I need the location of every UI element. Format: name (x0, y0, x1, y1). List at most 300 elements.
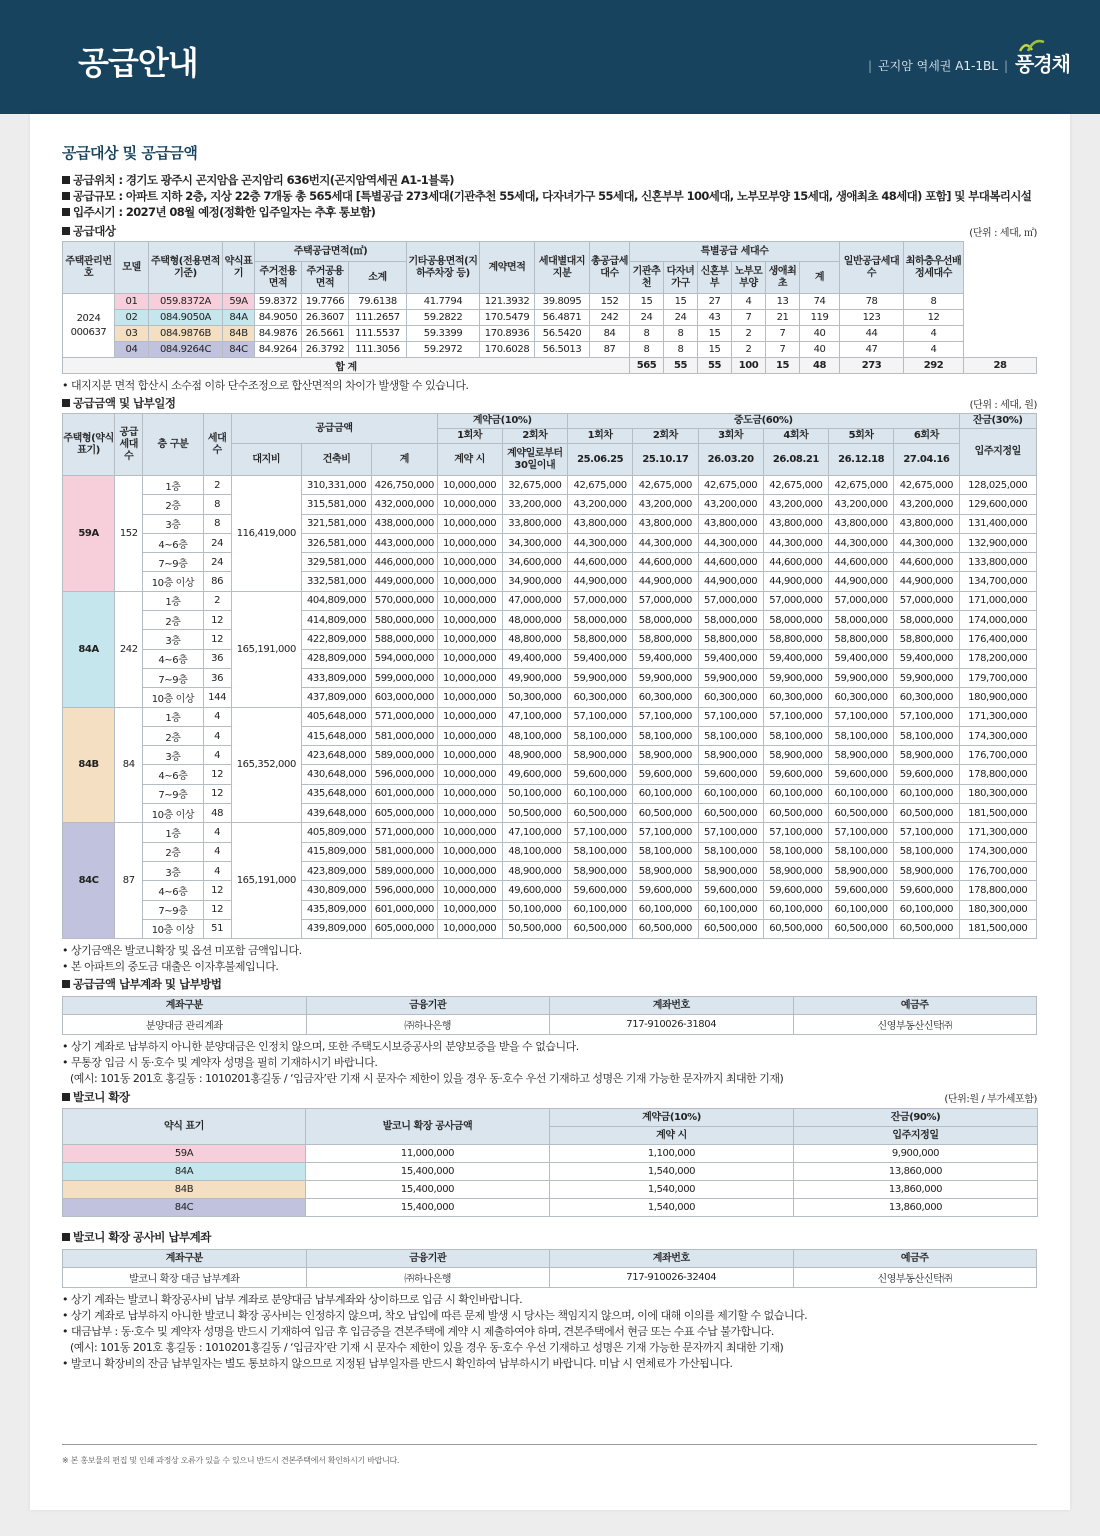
cell: 49,600,000 (502, 881, 567, 900)
cell: 581,000,000 (372, 842, 437, 861)
mid-payment-cell: 58,800,000 (698, 630, 763, 649)
mid-payment-cell: 57,100,000 (568, 707, 633, 726)
cell: 24 (664, 310, 698, 326)
mid-payment-cell: 59,600,000 (829, 881, 894, 900)
mid-payment-cell: 59,900,000 (633, 668, 698, 687)
cell: 7 (732, 310, 766, 326)
hh-cell: 12 (203, 784, 231, 803)
table-row (63, 611, 1037, 630)
cell: 422,809,000 (301, 630, 371, 649)
account1-heading: 공급금액 납부계좌 및 납부방법 (62, 976, 221, 992)
mid-payment-cell: 57,100,000 (829, 707, 894, 726)
mid-payment-cell: 59,400,000 (829, 649, 894, 668)
cell: 423,809,000 (301, 861, 371, 880)
mid-payment-cell: 59,900,000 (568, 668, 633, 687)
type-cell: 084.9876B (149, 326, 223, 342)
cell: 405,809,000 (301, 823, 371, 842)
mid-payment-cell: 57,100,000 (763, 823, 828, 842)
cell: 15 (630, 294, 664, 310)
mid-payment-cell: 43,800,000 (568, 514, 633, 533)
cell: 446,000,000 (372, 553, 437, 572)
mid-payment-cell: 57,000,000 (829, 591, 894, 610)
table-row (63, 861, 1037, 880)
balance-cell: 178,800,000 (959, 765, 1036, 784)
mid-payment-cell: 59,600,000 (894, 881, 959, 900)
mid-payment-cell: 57,100,000 (633, 707, 698, 726)
mid-payment-cell: 58,100,000 (568, 726, 633, 745)
cell: 10,000,000 (437, 919, 502, 938)
cell: 32,675,000 (502, 476, 567, 495)
table-row (63, 842, 1037, 861)
table-row (63, 707, 1037, 726)
mid-payment-cell: 58,100,000 (698, 842, 763, 861)
cell: 26.3607 (302, 310, 349, 326)
balcony-table: 약식 표기 발코니 확장 공사금액 계약금(10%) 잔금(90%) 계약 시 입주지정일 59A 11,000,000 1,100,000 9,900,000 84A 15,400,000 1,540,000 13,860,000 84B 15,400,000 1,540,000 13,860,000 84C 15,400,000 1,540,000 13,860,000 (62, 1108, 1038, 1217)
cell: 15,400,000 (306, 1163, 550, 1181)
cell: 170.5479 (480, 310, 535, 326)
cell: 41.7794 (407, 294, 480, 310)
cell: 발코니 확장 대금 납부계좌 (63, 1268, 307, 1288)
hh-cell: 36 (203, 649, 231, 668)
mid-payment-cell: 58,900,000 (763, 861, 828, 880)
cell: 84.9264 (255, 342, 302, 358)
balance-cell: 178,200,000 (959, 649, 1036, 668)
mid-payment-cell: 59,900,000 (698, 668, 763, 687)
mid-payment-cell: 44,900,000 (633, 572, 698, 591)
type-cell: 84A (63, 591, 115, 707)
cell: 4 (732, 294, 766, 310)
cell: 15,400,000 (306, 1181, 550, 1199)
note-line: • 대금납부 : 동·호수 및 계약자 성명을 반드시 기재하여 입금 후 입금증을 견본주택에 계약 시 제출하여야 하며, 견본주택에서 현금 또는 수표 수납 불가합니다. (62, 1325, 774, 1339)
cell: 48,900,000 (502, 861, 567, 880)
account2-heading: 발코니 확장 공사비 납부계좌 (62, 1229, 211, 1245)
table-row (63, 804, 1037, 823)
info-line: 공급규모 : 아파트 지하 2층, 지상 22층 7개동 총 565세대 [특별공급 273세대(기관추천 55세대, 다자녀가구 55세대, 신혼부부 100세대, 노부모부양 15세대, 생애최초 48세대) 포함] 및 부대복리시설 (62, 188, 1037, 204)
hh-cell: 24 (203, 553, 231, 572)
type-cell: 84C (63, 823, 115, 939)
model-cell: 04 (115, 342, 149, 358)
mid-payment-cell: 58,100,000 (894, 726, 959, 745)
cell: 10,000,000 (437, 553, 502, 572)
mid-payment-cell: 58,000,000 (829, 611, 894, 630)
cell: 56.4871 (535, 310, 590, 326)
cell: 47,100,000 (502, 823, 567, 842)
note-line: • 본 아파트의 중도금 대출은 이자후불제입니다. (62, 960, 279, 974)
balance-cell: 176,700,000 (959, 861, 1036, 880)
mid-payment-cell: 44,600,000 (633, 553, 698, 572)
mid-payment-cell: 58,900,000 (568, 861, 633, 880)
cell: 10,000,000 (437, 823, 502, 842)
cell: 570,000,000 (372, 591, 437, 610)
mid-payment-cell: 42,675,000 (829, 476, 894, 495)
total-row (63, 358, 1037, 374)
table-row (63, 784, 1037, 803)
mid-payment-cell: 60,500,000 (894, 804, 959, 823)
mid-payment-cell: 44,600,000 (829, 553, 894, 572)
hh-cell: 4 (203, 726, 231, 745)
cell: 8 (904, 294, 964, 310)
page-title: 공급안내 (78, 44, 198, 82)
cell: 47 (840, 342, 904, 358)
table-row (63, 533, 1037, 552)
floor-cell: 7~9층 (143, 668, 203, 687)
brand-logo: 풍경채 (1015, 52, 1070, 76)
cell: 신영부동산신탁㈜ (793, 1015, 1037, 1035)
table-row (63, 514, 1037, 533)
cell: 47,000,000 (502, 591, 567, 610)
mid-payment-cell: 43,800,000 (763, 514, 828, 533)
balance-cell: 171,000,000 (959, 591, 1036, 610)
floor-cell: 2층 (143, 726, 203, 745)
mid-payment-cell: 60,500,000 (698, 919, 763, 938)
document-sheet (30, 114, 1070, 1510)
column-header: 금융기관 (306, 997, 550, 1015)
mid-payment-cell: 60,300,000 (894, 688, 959, 707)
mid-payment-cell: 57,100,000 (894, 823, 959, 842)
cell: 34,600,000 (502, 553, 567, 572)
balance-cell: 176,700,000 (959, 746, 1036, 765)
mid-payment-cell: 60,100,000 (633, 784, 698, 803)
cell: 415,648,000 (301, 726, 371, 745)
cell: 332,581,000 (301, 572, 371, 591)
cell: 10,000,000 (437, 630, 502, 649)
hh-cell: 8 (203, 514, 231, 533)
table-row (63, 294, 1037, 310)
cell: 78 (840, 294, 904, 310)
mid-payment-cell: 58,100,000 (763, 726, 828, 745)
mid-payment-cell: 57,100,000 (698, 823, 763, 842)
cell: 596,000,000 (372, 765, 437, 784)
mid-payment-cell: 60,100,000 (894, 784, 959, 803)
mid-payment-cell: 44,600,000 (763, 553, 828, 572)
mid-payment-cell: 58,100,000 (633, 726, 698, 745)
hh-cell: 12 (203, 765, 231, 784)
balance-cell: 174,300,000 (959, 726, 1036, 745)
mid-payment-cell: 58,800,000 (633, 630, 698, 649)
square-bullet-icon (62, 176, 70, 184)
hh-cell: 4 (203, 861, 231, 880)
mid-payment-cell: 44,600,000 (568, 553, 633, 572)
cell: 13,860,000 (794, 1163, 1038, 1181)
cell: 48,800,000 (502, 630, 567, 649)
balance-cell: 133,800,000 (959, 553, 1036, 572)
mid-payment-cell: 59,600,000 (894, 765, 959, 784)
floor-cell: 7~9층 (143, 900, 203, 919)
price-unit: (단위 : 세대, 원) (969, 400, 1037, 411)
account1-table (62, 996, 1037, 1035)
cell: 10,000,000 (437, 861, 502, 880)
cell: 581,000,000 (372, 726, 437, 745)
cell: 603,000,000 (372, 688, 437, 707)
mid-payment-cell: 60,300,000 (829, 688, 894, 707)
hh-cell: 4 (203, 842, 231, 861)
floor-cell: 4~6층 (143, 649, 203, 668)
balance-cell: 180,300,000 (959, 784, 1036, 803)
cell: 580,000,000 (372, 611, 437, 630)
cell: 48,900,000 (502, 746, 567, 765)
cell: 40 (800, 326, 840, 342)
cell: 1,540,000 (550, 1181, 794, 1199)
cell: 43 (698, 310, 732, 326)
cell: 589,000,000 (372, 746, 437, 765)
mid-payment-cell: 59,600,000 (633, 765, 698, 784)
land-cost-cell: 165,191,000 (231, 591, 301, 707)
mid-payment-cell: 60,100,000 (698, 784, 763, 803)
floor-cell: 4~6층 (143, 881, 203, 900)
cell: 59.3399 (407, 326, 480, 342)
account2-table (62, 1249, 1037, 1288)
mid-payment-cell: 60,500,000 (829, 804, 894, 823)
mid-payment-cell: 44,300,000 (894, 533, 959, 552)
cell: 315,581,000 (301, 495, 371, 514)
mid-payment-cell: 60,500,000 (698, 804, 763, 823)
mid-payment-cell: 60,500,000 (763, 804, 828, 823)
mgmt-number: 2024 000637 (63, 294, 115, 358)
mid-payment-cell: 57,000,000 (763, 591, 828, 610)
note-line: (예시: 101동 201호 홍길동 : 1010201홍길동 / ‘입금자’란 기재 시 문자수 제한이 있을 경우 동·호수 우선 기재하고 성명은 기재 가능한 문자까지 최대한 기재) (70, 1072, 784, 1086)
mid-payment-cell: 59,600,000 (568, 765, 633, 784)
mid-payment-cell: 60,300,000 (568, 688, 633, 707)
floor-cell: 10층 이상 (143, 919, 203, 938)
balance-cell: 134,700,000 (959, 572, 1036, 591)
mid-payment-cell: 43,200,000 (698, 495, 763, 514)
floor-cell: 2층 (143, 842, 203, 861)
units-cell: 84 (115, 707, 143, 823)
note-line: (예시: 101동 201호 홍길동 : 1010201홍길동 / ‘입금자’란 기재 시 문자수 제한이 있을 경우 동·호수 우선 기재하고 성명은 기재 가능한 문자까지 최대한 기재) (70, 1341, 784, 1355)
cell: 10,000,000 (437, 533, 502, 552)
cell: 111.3056 (349, 342, 407, 358)
hh-cell: 12 (203, 881, 231, 900)
column-header: 예금주 (793, 997, 1037, 1015)
floor-cell: 2층 (143, 611, 203, 630)
floor-cell: 10층 이상 (143, 572, 203, 591)
cell: 12 (904, 310, 964, 326)
table-row (63, 342, 1037, 358)
cell: 432,000,000 (372, 495, 437, 514)
mid-payment-cell: 57,000,000 (568, 591, 633, 610)
mid-payment-cell: 58,900,000 (568, 746, 633, 765)
balance-cell: 181,500,000 (959, 919, 1036, 938)
column-header: 계좌구분 (63, 1250, 307, 1268)
cell: 44 (840, 326, 904, 342)
mid-payment-cell: 44,900,000 (763, 572, 828, 591)
section-title: 공급대상 및 공급금액 (62, 144, 198, 162)
mid-payment-cell: 60,500,000 (894, 919, 959, 938)
mid-payment-cell: 60,100,000 (763, 900, 828, 919)
mid-payment-cell: 59,400,000 (568, 649, 633, 668)
cell: 10,000,000 (437, 495, 502, 514)
total-label: 합 계 (63, 358, 630, 374)
cell: 594,000,000 (372, 649, 437, 668)
cell: 435,648,000 (301, 784, 371, 803)
mid-payment-cell: 60,500,000 (829, 919, 894, 938)
cell: 24 (630, 310, 664, 326)
cell: 15 (698, 342, 732, 358)
mid-payment-cell: 59,600,000 (829, 765, 894, 784)
mid-payment-cell: 59,400,000 (633, 649, 698, 668)
cell: 435,809,000 (301, 900, 371, 919)
cell: 84 (590, 326, 630, 342)
units-cell: 242 (115, 591, 143, 707)
abbr-cell: 59A (223, 294, 255, 310)
cell: 4 (904, 326, 964, 342)
cell: 123 (840, 310, 904, 326)
balance-cell: 180,900,000 (959, 688, 1036, 707)
balcony-unit: (단위:원 / 부가세포함) (944, 1094, 1037, 1106)
cell: 10,000,000 (437, 900, 502, 919)
cell: 111.2657 (349, 310, 407, 326)
mid-payment-cell: 58,900,000 (698, 861, 763, 880)
floor-cell: 1층 (143, 476, 203, 495)
mid-payment-cell: 43,800,000 (894, 514, 959, 533)
footnote: ※ 본 홍보물의 편집 및 인쇄 과정상 오류가 있을 수 있으니 반드시 견본주택에서 확인하시기 바랍니다. (62, 1444, 1037, 1466)
mid-payment-cell: 44,900,000 (894, 572, 959, 591)
cell: 242 (590, 310, 630, 326)
cell: 15 (698, 326, 732, 342)
note-line: • 무통장 입금 시 동·호수 및 계약자 성명을 필히 기재하시기 바랍니다. (62, 1056, 378, 1070)
cell: 48,100,000 (502, 842, 567, 861)
square-bullet-icon (62, 192, 70, 200)
cell: 170.8936 (480, 326, 535, 342)
cell: 신영부동산신탁㈜ (793, 1268, 1037, 1288)
cell: 571,000,000 (372, 823, 437, 842)
note-line: • 상기 계좌로 납부하지 아니한 발코니 확장 공사비는 인정하지 않으며, 착오 납입에 따른 문제 발생 시 당사는 책임지지 않으며, 이에 대해 이의를 제기할 수 없습니다. (62, 1309, 808, 1323)
cell: 7 (766, 326, 800, 342)
cell: 119 (800, 310, 840, 326)
mid-payment-cell: 58,800,000 (829, 630, 894, 649)
mid-payment-cell: 58,900,000 (698, 746, 763, 765)
mid-payment-cell: 44,300,000 (568, 533, 633, 552)
cell: 56.5420 (535, 326, 590, 342)
mid-payment-cell: 60,300,000 (633, 688, 698, 707)
supply-table: 주택관리번호 모델 주택형(전용면적기준) 약식표기 주택공급면적(㎡) 기타공용면적(지하주차장 등) 계약면적 세대별대지지분 총공급세대수 특별공급 세대수 일반공급세대수 최하층우선배정세대수 주거전용면적 주거공용면적 소계 기관추천 다자녀가구 신혼부부 노부모부양 생애최초 계 2024 000637 01 059.8372A 59A 59.8372 19.7766 79.6138 41.7794 121.3932 39.8095 152 15 15 27 4 13 74 78 8 02 084.9050A 84A 84.9050 26.3607 111.2657 59.2822 170.5479 56.4871 242 24 24 43 7 21 119 123 12 03 084.9876B 84B 84.9876 26.5661 111.5537 59.3399 170.8936 56.5420 84 8 8 15 2 7 40 44 4 04 084.9264C 84C 84.9264 26.3792 111.3056 59.2972 170.6028 56.5013 87 8 8 15 2 7 40 47 4 합 계 565 55 55 100 15 48 273 292 28 (62, 241, 1037, 374)
floor-cell: 3층 (143, 861, 203, 880)
cell: 33,200,000 (502, 495, 567, 514)
cell: 34,900,000 (502, 572, 567, 591)
table-row (63, 1163, 1038, 1181)
abbr-cell: 84A (63, 1163, 306, 1181)
floor-cell: 7~9층 (143, 553, 203, 572)
mid-payment-cell: 60,100,000 (894, 900, 959, 919)
mid-payment-cell: 59,600,000 (633, 881, 698, 900)
cell: 15 (766, 358, 800, 374)
note-line: • 상기 계좌로 납부하지 아니한 분양대금은 인정치 않으며, 또한 주택도시보증공사의 분양보증을 받을 수 없습니다. (62, 1040, 579, 1054)
balance-cell: 180,300,000 (959, 900, 1036, 919)
cell: 605,000,000 (372, 804, 437, 823)
column-header: 계좌번호 (550, 1250, 794, 1268)
floor-cell: 1층 (143, 707, 203, 726)
mid-payment-cell: 58,800,000 (763, 630, 828, 649)
mid-payment-cell: 58,000,000 (698, 611, 763, 630)
cell: 50,500,000 (502, 919, 567, 938)
cell: 13 (766, 294, 800, 310)
mid-payment-cell: 43,200,000 (633, 495, 698, 514)
mid-payment-cell: 59,600,000 (698, 881, 763, 900)
supply-heading: 공급대상 (62, 223, 115, 239)
cell: 10,000,000 (437, 726, 502, 745)
mid-payment-cell: 58,000,000 (894, 611, 959, 630)
mid-payment-cell: 44,300,000 (633, 533, 698, 552)
balcony-heading: 발코니 확장 (62, 1089, 130, 1105)
cell: 321,581,000 (301, 514, 371, 533)
hh-cell: 12 (203, 611, 231, 630)
abbr-cell: 84A (223, 310, 255, 326)
cell: 601,000,000 (372, 784, 437, 803)
cell: 13,860,000 (794, 1181, 1038, 1199)
model-cell: 01 (115, 294, 149, 310)
table-row (63, 649, 1037, 668)
hh-cell: 48 (203, 804, 231, 823)
cell: 273 (840, 358, 904, 374)
cell: 605,000,000 (372, 919, 437, 938)
cell: 449,000,000 (372, 572, 437, 591)
cell: 329,581,000 (301, 553, 371, 572)
mid-payment-cell: 43,800,000 (698, 514, 763, 533)
mid-payment-cell: 60,300,000 (763, 688, 828, 707)
cell: 39.8095 (535, 294, 590, 310)
hh-cell: 12 (203, 630, 231, 649)
cell: 47,100,000 (502, 707, 567, 726)
cell: 84.9050 (255, 310, 302, 326)
table-row (63, 495, 1037, 514)
cell: 10,000,000 (437, 688, 502, 707)
abbr-cell: 84B (223, 326, 255, 342)
mid-payment-cell: 42,675,000 (894, 476, 959, 495)
cell: 15 (664, 294, 698, 310)
cell: 1,100,000 (550, 1145, 794, 1163)
note-line: • 발코니 확장비의 잔금 납부일자는 별도 통보하지 않으므로 지정된 납부일자를 반드시 확인하여 납부하시기 바랍니다. 미납 시 연체료가 가산됩니다. (62, 1357, 733, 1371)
mid-payment-cell: 42,675,000 (633, 476, 698, 495)
note-line: • 상기금액은 발코니확장 및 옵션 미포함 금액입니다. (62, 944, 302, 958)
table-row (63, 630, 1037, 649)
mid-payment-cell: 43,800,000 (829, 514, 894, 533)
mid-payment-cell: 58,000,000 (568, 611, 633, 630)
cell: 423,648,000 (301, 746, 371, 765)
cell: 4 (904, 342, 964, 358)
balance-cell: 179,700,000 (959, 668, 1036, 687)
mid-payment-cell: 58,900,000 (633, 861, 698, 880)
table-row (63, 746, 1037, 765)
cell: 19.7766 (302, 294, 349, 310)
mid-payment-cell: 58,100,000 (698, 726, 763, 745)
mid-payment-cell: 43,800,000 (633, 514, 698, 533)
units-cell: 87 (115, 823, 143, 939)
cell: 100 (732, 358, 766, 374)
mid-payment-cell: 60,100,000 (763, 784, 828, 803)
cell: 59.2972 (407, 342, 480, 358)
mid-payment-cell: 58,100,000 (633, 842, 698, 861)
cell: 56.5013 (535, 342, 590, 358)
mid-payment-cell: 42,675,000 (568, 476, 633, 495)
mid-payment-cell: 57,100,000 (698, 707, 763, 726)
cell: 10,000,000 (437, 804, 502, 823)
table-row (63, 1181, 1038, 1199)
mid-payment-cell: 59,400,000 (763, 649, 828, 668)
floor-cell: 1층 (143, 591, 203, 610)
cell: 426,750,000 (372, 476, 437, 495)
cell: 2 (732, 326, 766, 342)
mid-payment-cell: 57,000,000 (633, 591, 698, 610)
cell: 428,809,000 (301, 649, 371, 668)
mid-payment-cell: 43,200,000 (894, 495, 959, 514)
cell: 26.5661 (302, 326, 349, 342)
mid-payment-cell: 44,900,000 (568, 572, 633, 591)
balance-cell: 171,300,000 (959, 823, 1036, 842)
info-line: 공급위치 : 경기도 광주시 곤지암읍 곤지암리 636번지(곤지암역세권 A1-1블록) (62, 172, 1037, 188)
mid-payment-cell: 60,500,000 (568, 919, 633, 938)
mid-payment-cell: 60,500,000 (633, 804, 698, 823)
floor-cell: 3층 (143, 514, 203, 533)
